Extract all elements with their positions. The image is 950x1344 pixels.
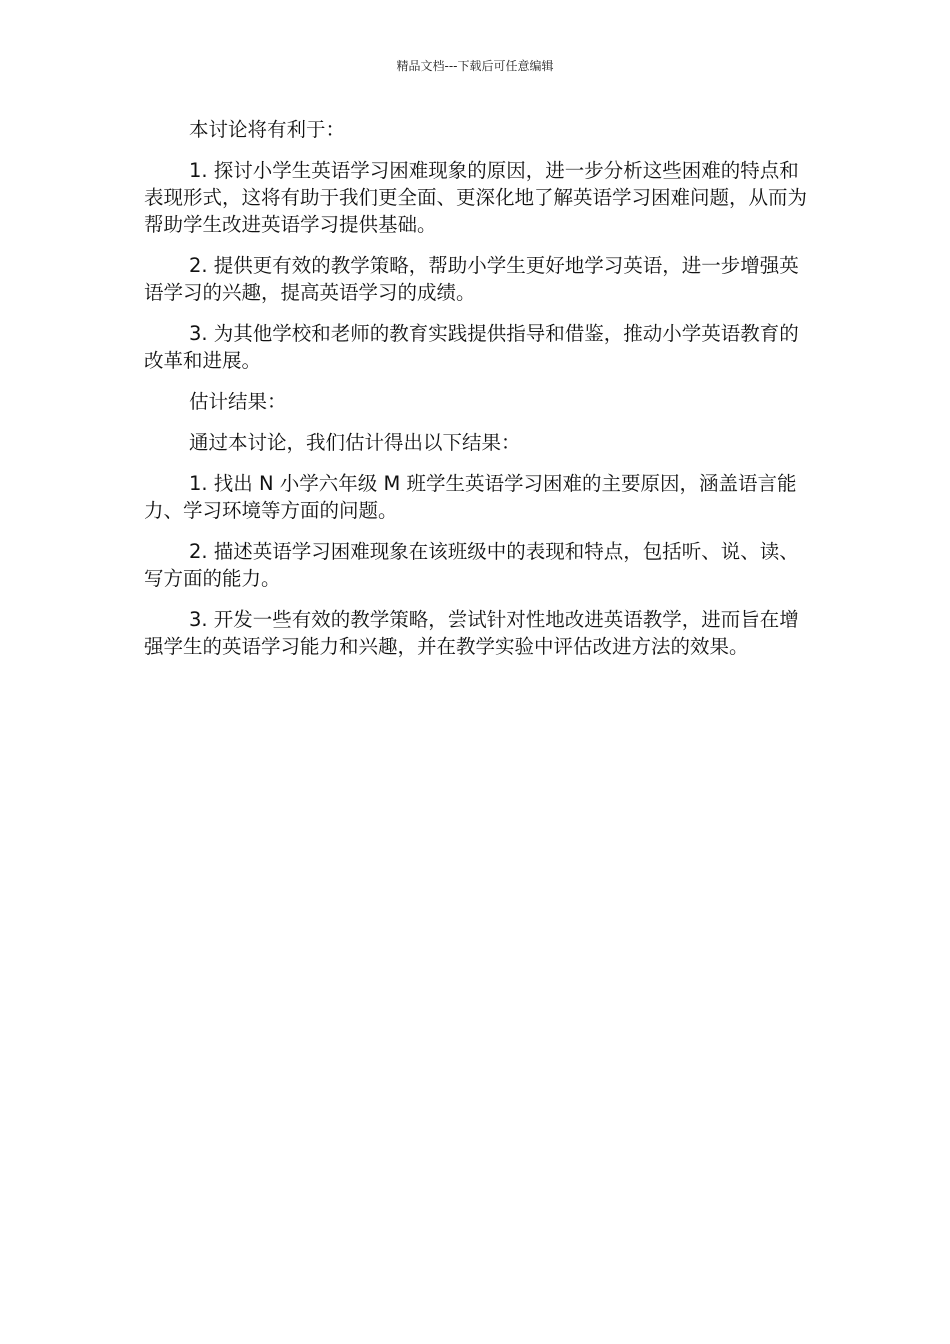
- paragraph-benefit-1: 1. 探讨小学生英语学习困难现象的原因，进一步分析这些困难的特点和表现形式，这将有助于我们更全面、更深化地了解英语学习困难问题，从而为帮助学生改进英语学习提供基础。: [144, 159, 808, 236]
- paragraph-result-3: 3. 开发一些有效的教学策略，尝试针对性地改进英语教学，进而旨在增强学生的英语学习能力和兴趣，并在教学实验中评估改进方法的效果。: [144, 608, 799, 658]
- paragraph-benefit-2: 2. 提供更有效的教学策略，帮助小学生更好地学习英语，进一步增强英语学习的兴趣，提高英语学习的成绩。: [144, 254, 799, 304]
- paragraph-benefit-3: 3. 为其他学校和老师的教育实践提供指导和借鉴，推动小学英语教育的改革和进展。: [144, 322, 799, 372]
- paragraph-results-intro: 通过本讨论，我们估计得出以下结果：: [189, 431, 521, 454]
- paragraph-benefits-intro: 本讨论将有利于：: [189, 118, 346, 141]
- paragraph-result-2: 2. 描述英语学习困难现象在该班级中的表现和特点，包括听、说、读、写方面的能力。: [144, 540, 799, 590]
- document-body: [144, 116, 810, 674]
- paragraph-result-1: 1. 找出 N 小学六年级 M 班学生英语学习困难的主要原因，涵盖语言能力、学习环境等方面的问题。: [144, 472, 797, 522]
- paragraph-results-heading: 估计结果：: [189, 390, 287, 413]
- page-header: 精品文档---下载后可任意编辑: [396, 59, 554, 73]
